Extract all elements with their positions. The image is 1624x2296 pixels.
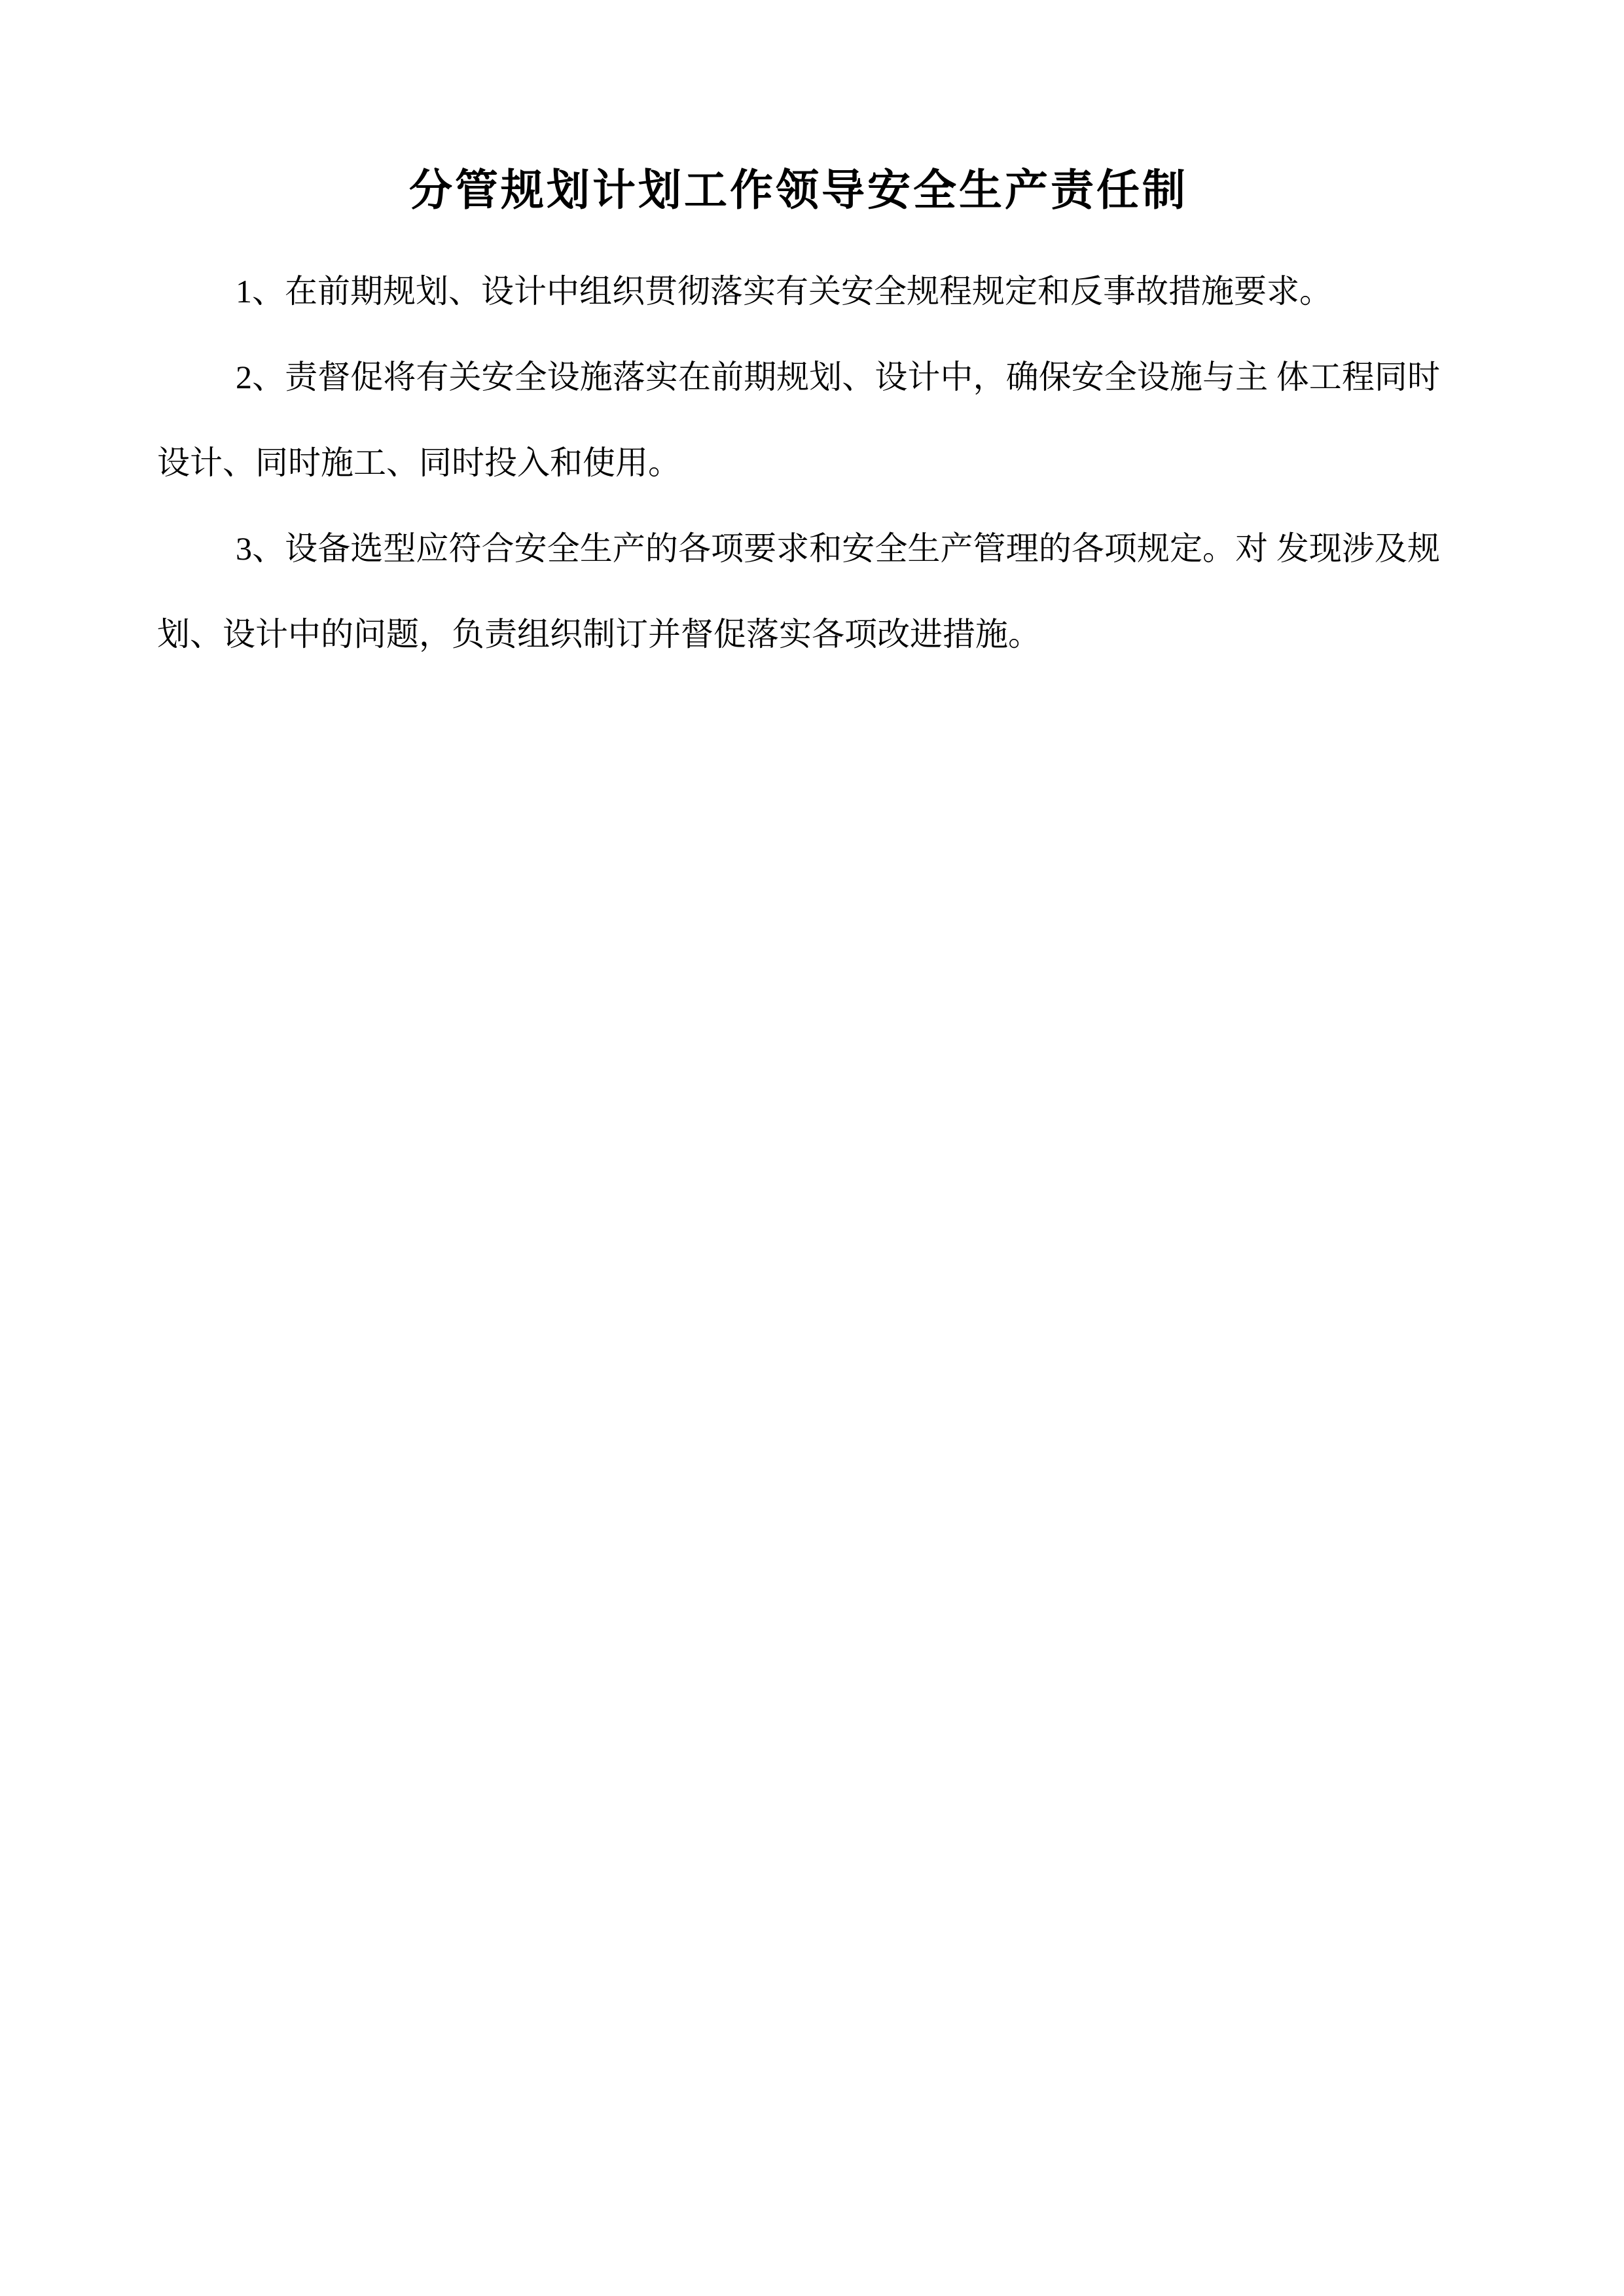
document-content (0, 0, 1624, 677)
paragraph-1-line-1: 1、在前期规划、设计中组织贯彻落实有关安全规程规定和反事故措施要求。 (236, 273, 1332, 310)
paragraph-2-line-2: 设计、同时施工、同时投入和使用。 (157, 444, 681, 481)
paragraph-2 (157, 334, 1440, 506)
paragraph-3-line-2: 划、设计中的问题，负责组织制订并督促落实各项改进措施。 (157, 616, 1041, 653)
paragraph-1 (157, 249, 1440, 334)
document-body (157, 249, 1440, 677)
paragraph-3-line-1: 3、设备选型应符合安全生产的各项要求和安全生产管理的各项规定。对 发现涉及规 (236, 530, 1440, 567)
paragraph-3 (157, 506, 1440, 677)
paragraph-2-line-1: 2、责督促将有关安全设施落实在前期规划、设计中，确保安全设施与主 体工程同时 (236, 359, 1440, 395)
document-title: 分管规划计划工作领导安全生产责任制 (409, 166, 1188, 214)
